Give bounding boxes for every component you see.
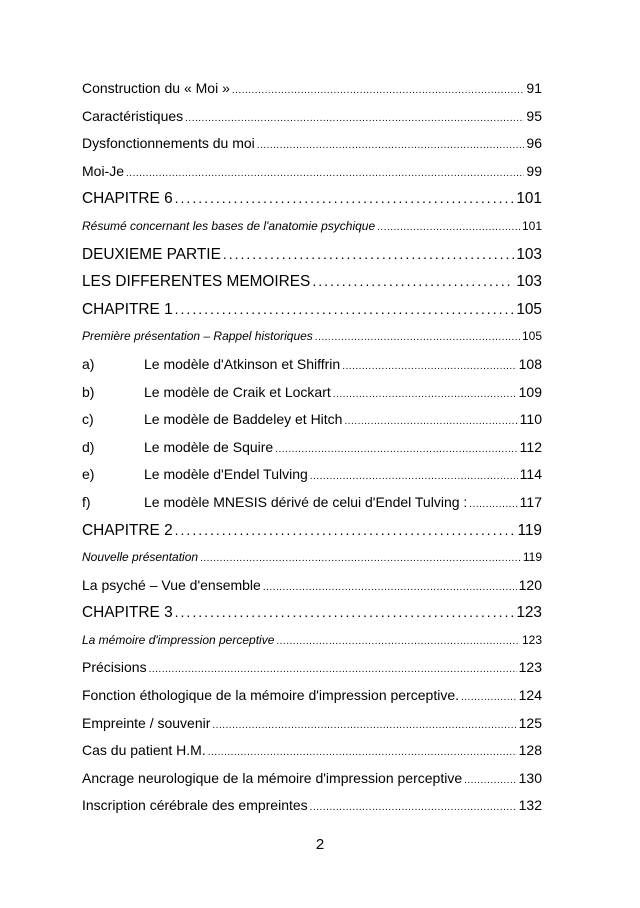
toc-entry-page: 103 bbox=[516, 273, 542, 291]
toc-leader-dots bbox=[200, 545, 521, 573]
toc-entry-page: 123 bbox=[521, 632, 542, 647]
toc-leader-dots bbox=[175, 296, 515, 324]
toc-entry bbox=[82, 489, 542, 517]
toc-entry bbox=[82, 710, 542, 738]
toc-leader-dots bbox=[276, 628, 520, 656]
toc-leader-dots bbox=[310, 794, 517, 822]
toc-leader-dots bbox=[263, 574, 517, 602]
toc-entry-page: 119 bbox=[522, 550, 542, 565]
toc-leader-dots bbox=[126, 160, 524, 188]
toc-entry bbox=[82, 406, 542, 434]
toc-entry-label: Le modèle d'Atkinson et Shiffrin bbox=[144, 355, 341, 372]
toc-chapter-heading bbox=[82, 185, 542, 213]
toc-leader-dots bbox=[232, 77, 525, 105]
toc-entry-label: CHAPITRE 2 bbox=[82, 521, 173, 539]
toc-entry-label: Résumé concernant les bases de l'anatomie psychique bbox=[82, 218, 376, 233]
toc-entry-label: Dysfonctionnements du moi bbox=[82, 135, 255, 152]
toc-entry-page: 119 bbox=[517, 521, 542, 539]
toc-leader-dots bbox=[469, 491, 517, 519]
toc-leader-dots bbox=[212, 712, 516, 740]
toc-entry-page: 128 bbox=[518, 742, 542, 759]
toc-leader-dots bbox=[223, 241, 514, 269]
toc-entry-prefix: f) bbox=[82, 493, 91, 510]
toc-entry-label: DEUXIEME PARTIE bbox=[82, 245, 221, 263]
toc-entry-page: 101 bbox=[516, 190, 542, 208]
toc-entry-page: 96 bbox=[526, 135, 542, 152]
toc-subheading bbox=[82, 213, 542, 241]
toc-leader-dots bbox=[344, 408, 517, 436]
toc-entry bbox=[82, 461, 542, 489]
toc-entry-page: 103 bbox=[516, 245, 542, 263]
toc-entry bbox=[82, 351, 542, 379]
toc-entry-label: Moi-Je bbox=[82, 162, 125, 179]
toc-entry-label: CHAPITRE 6 bbox=[82, 190, 173, 208]
toc-entry-page: 105 bbox=[521, 329, 542, 344]
toc-entry-page: 108 bbox=[518, 355, 542, 372]
toc-entry-page: 120 bbox=[518, 576, 542, 593]
toc-entry-label: Cas du patient H.M. bbox=[82, 742, 206, 759]
toc-entry bbox=[82, 682, 542, 710]
toc-entry-page: 101 bbox=[521, 218, 542, 233]
toc-entry-label: Le modèle d'Endel Tulving bbox=[144, 466, 308, 483]
toc-entry-label: Caractéristiques bbox=[82, 107, 184, 124]
toc-entry-page: 125 bbox=[518, 714, 542, 731]
toc-entry-label: Nouvelle présentation bbox=[82, 550, 199, 565]
toc-entry-page: 109 bbox=[518, 383, 542, 400]
toc-entry-label: CHAPITRE 3 bbox=[82, 604, 173, 622]
toc-entry bbox=[82, 737, 542, 765]
toc-entry-label: Le modèle de Squire bbox=[144, 438, 274, 455]
toc-chapter-heading bbox=[82, 599, 542, 627]
toc-entry-label: Empreinte / souvenir bbox=[82, 714, 211, 731]
toc-entry-prefix: c) bbox=[82, 411, 94, 428]
toc-leader-dots bbox=[461, 684, 517, 712]
toc-entry-page: 114 bbox=[519, 466, 542, 483]
toc-entry-page: 124 bbox=[518, 687, 542, 704]
toc-entry-page: 123 bbox=[516, 604, 542, 622]
toc-leader-dots bbox=[208, 739, 517, 767]
toc-entry-page: 110 bbox=[519, 411, 542, 428]
toc-entry-page: 91 bbox=[526, 80, 542, 96]
toc-entry bbox=[82, 792, 542, 820]
toc-leader-dots bbox=[464, 767, 517, 795]
toc-entry-page: 95 bbox=[526, 107, 542, 124]
toc-entry-label: Fonction éthologique de la mémoire d'impression perceptive. bbox=[82, 687, 459, 704]
toc-leader-dots bbox=[310, 463, 518, 491]
table-of-contents bbox=[82, 75, 542, 820]
toc-leader-dots bbox=[257, 132, 525, 160]
toc-leader-dots bbox=[275, 436, 517, 464]
toc-entry-label: La mémoire d'impression perceptive bbox=[82, 632, 275, 647]
toc-entry-label: Ancrage neurologique de la mémoire d'impression perceptive bbox=[82, 769, 463, 786]
toc-entry bbox=[82, 130, 542, 158]
toc-entry-page: 99 bbox=[526, 162, 542, 179]
toc-entry-label: Le modèle de Craik et Lockart bbox=[144, 383, 331, 400]
toc-entry-label: Le modèle de Baddeley et Hitch bbox=[144, 411, 343, 428]
toc-entry bbox=[82, 75, 542, 103]
toc-leader-dots bbox=[175, 599, 515, 627]
toc-subheading bbox=[82, 627, 542, 655]
toc-entry-prefix: b) bbox=[82, 383, 95, 400]
toc-leader-dots bbox=[175, 185, 515, 213]
toc-leader-dots bbox=[175, 517, 516, 545]
toc-entry-page: 105 bbox=[516, 300, 542, 318]
toc-entry-page: 130 bbox=[518, 769, 542, 786]
toc-entry-page: 117 bbox=[519, 493, 542, 510]
toc-entry-label: Précisions bbox=[82, 659, 147, 676]
toc-entry-label: Construction du « Moi » bbox=[82, 80, 230, 96]
toc-entry bbox=[82, 765, 542, 793]
toc-leader-dots bbox=[315, 324, 520, 352]
toc-entry bbox=[82, 572, 542, 600]
toc-entry-label: Le modèle MNESIS dérivé de celui d'Endel Tulving : bbox=[144, 493, 468, 510]
toc-entry bbox=[82, 434, 542, 462]
toc-subheading bbox=[82, 323, 542, 351]
toc-entry bbox=[82, 379, 542, 407]
toc-entry-label: La psyché – Vue d'ensemble bbox=[82, 576, 261, 593]
toc-leader-dots bbox=[342, 353, 516, 381]
toc-entry bbox=[82, 654, 542, 682]
toc-entry-prefix: d) bbox=[82, 438, 95, 455]
toc-entry-page: 132 bbox=[518, 797, 542, 814]
toc-entry bbox=[82, 103, 542, 131]
toc-subheading bbox=[82, 544, 542, 572]
toc-entry-prefix: e) bbox=[82, 466, 95, 483]
toc-leader-dots bbox=[312, 268, 514, 296]
toc-entry-label: CHAPITRE 1 bbox=[82, 300, 173, 318]
page-number: 2 bbox=[315, 836, 325, 853]
toc-leader-dots bbox=[377, 214, 520, 242]
toc-entry-label: Première présentation – Rappel historiques bbox=[82, 329, 313, 344]
toc-entry-label: Inscription cérébrale des empreintes bbox=[82, 797, 308, 814]
toc-leader-dots bbox=[149, 656, 517, 684]
toc-part-heading bbox=[82, 241, 542, 269]
toc-part-heading bbox=[82, 268, 542, 296]
toc-entry-label: LES DIFFERENTES MEMOIRES bbox=[82, 273, 311, 291]
toc-entry bbox=[82, 158, 542, 186]
toc-chapter-heading bbox=[82, 296, 542, 324]
toc-chapter-heading bbox=[82, 517, 542, 545]
toc-entry-page: 112 bbox=[519, 438, 542, 455]
toc-entry-page: 123 bbox=[518, 659, 542, 676]
toc-leader-dots bbox=[333, 381, 517, 409]
toc-leader-dots bbox=[185, 105, 524, 133]
toc-entry-prefix: a) bbox=[82, 355, 95, 372]
